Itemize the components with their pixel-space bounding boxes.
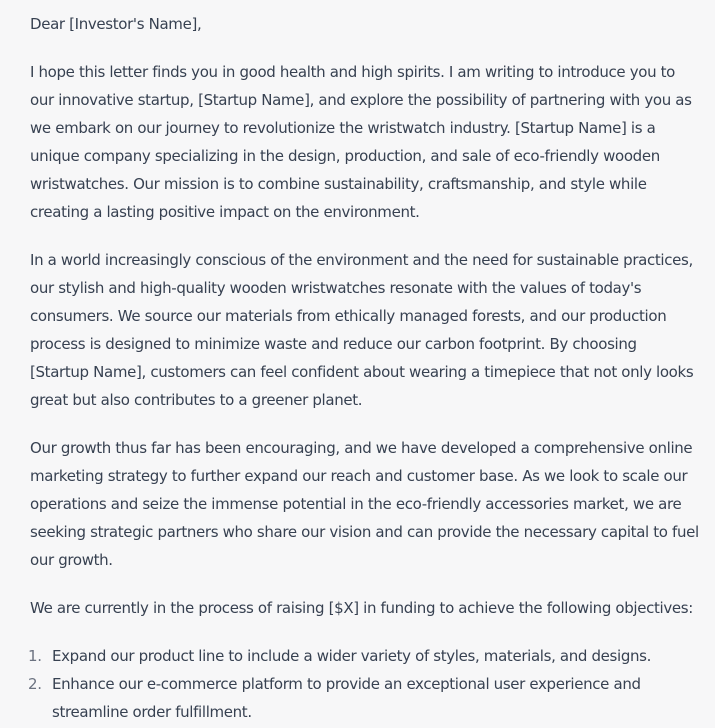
list-number: 2. <box>28 675 42 693</box>
list-item <box>30 642 710 670</box>
paragraph-line: our growth. <box>30 551 113 569</box>
paragraph-line: [Startup Name], customers can feel confident about wearing a timepiece that not only looks <box>30 363 694 381</box>
paragraph <box>30 246 710 414</box>
letter-body <box>30 10 710 726</box>
list-item-line: streamline order fulfillment. <box>52 703 252 721</box>
paragraph-line: our innovative startup, [Startup Name], and explore the possibility of partnering with you as <box>30 91 692 109</box>
paragraph-line: Our growth thus far has been encouraging, and we have developed a comprehensive online <box>30 439 693 457</box>
paragraph <box>30 594 710 622</box>
paragraph-line: wristwatches. Our mission is to combine sustainability, craftsmanship, and style while <box>30 175 647 193</box>
list-number: 1. <box>28 647 42 665</box>
list-item-line: Enhance our e-commerce platform to provide an exceptional user experience and <box>52 675 641 693</box>
paragraph-line: we embark on our journey to revolutionize the wristwatch industry. [Startup Name] is a <box>30 119 656 137</box>
paragraph-line: creating a lasting positive impact on the environment. <box>30 203 420 221</box>
paragraph-line: process is designed to minimize waste and reduce our carbon footprint. By choosing <box>30 335 637 353</box>
paragraph-line: operations and seize the immense potential in the eco-friendly accessories market, we are <box>30 495 682 513</box>
list-item-line: Expand our product line to include a wider variety of styles, materials, and designs. <box>52 647 652 665</box>
objectives-list <box>30 642 710 726</box>
paragraph-line: unique company specializing in the design, production, and sale of eco-friendly wooden <box>30 147 660 165</box>
paragraph-line: our stylish and high-quality wooden wristwatches resonate with the values of today's <box>30 279 642 297</box>
paragraph <box>30 434 710 574</box>
paragraph-line: consumers. We source our materials from ethically managed forests, and our production <box>30 307 667 325</box>
paragraph-line: We are currently in the process of raising [$X] in funding to achieve the following objectives: <box>30 599 693 617</box>
list-item <box>30 670 710 726</box>
paragraph-line: I hope this letter finds you in good health and high spirits. I am writing to introduce you to <box>30 63 676 81</box>
paragraph-line: marketing strategy to further expand our reach and customer base. As we look to scale our <box>30 467 688 485</box>
paragraph-line: seeking strategic partners who share our vision and can provide the necessary capital to fuel <box>30 523 699 541</box>
paragraph <box>30 58 710 226</box>
paragraph-line: great but also contributes to a greener planet. <box>30 391 363 409</box>
paragraph-line: In a world increasingly conscious of the environment and the need for sustainable practices, <box>30 251 693 269</box>
greeting: Dear [Investor's Name], <box>30 15 202 33</box>
